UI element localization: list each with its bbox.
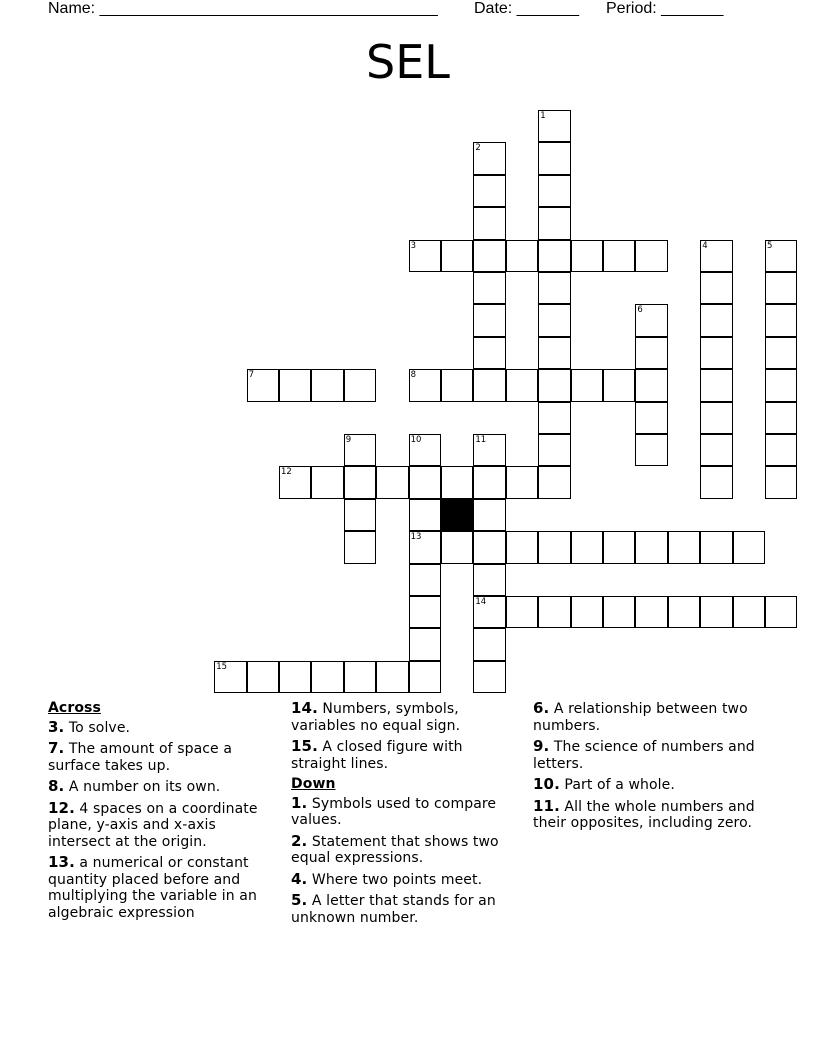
grid-cell[interactable] — [311, 466, 343, 498]
grid-cell[interactable] — [538, 207, 570, 239]
clue-number: 15 — [216, 661, 228, 672]
grid-cell[interactable] — [765, 402, 797, 434]
clues-column-2 — [291, 700, 521, 930]
grid-cell[interactable] — [409, 531, 441, 563]
clue-item — [48, 719, 280, 737]
clue-text: a numerical or constant quantity placed before and multiplying the variable in an algebraic expression — [48, 855, 257, 921]
grid-cell[interactable] — [473, 499, 505, 531]
grid-cell[interactable] — [765, 337, 797, 369]
clue-number-label: 1. — [291, 793, 308, 812]
clue-item — [533, 776, 773, 794]
grid-cell[interactable] — [765, 272, 797, 304]
grid-cell[interactable] — [247, 369, 279, 401]
grid-cell[interactable] — [538, 272, 570, 304]
clue-number: 13 — [410, 532, 422, 543]
grid-cell[interactable] — [473, 207, 505, 239]
clue-item — [291, 700, 521, 734]
clue-item — [48, 854, 280, 921]
grid-cell[interactable] — [409, 628, 441, 660]
clue-text: Statement that shows two equal expressions. — [291, 833, 499, 866]
grid-cell[interactable] — [635, 369, 667, 401]
grid-cell[interactable] — [635, 304, 667, 336]
grid-cell[interactable] — [700, 466, 732, 498]
grid-cell[interactable] — [668, 531, 700, 563]
across-heading: Across — [48, 700, 101, 716]
grid-cell[interactable] — [538, 142, 570, 174]
clue-number: 3 — [410, 240, 417, 251]
grid-cell[interactable] — [700, 434, 732, 466]
grid-cell[interactable] — [473, 531, 505, 563]
grid-cell[interactable] — [344, 466, 376, 498]
grid-cell[interactable] — [700, 531, 732, 563]
grid-cell[interactable] — [700, 337, 732, 369]
grid-cell[interactable] — [700, 402, 732, 434]
clue-text: Part of a whole. — [559, 777, 675, 793]
clue-number: 5 — [767, 240, 773, 251]
grid-cell[interactable] — [538, 369, 570, 401]
grid-cell[interactable] — [473, 564, 505, 596]
down-heading: Down — [291, 776, 336, 792]
black-square — [441, 499, 473, 531]
date-field[interactable]: Date: _______ — [474, 0, 579, 17]
clue-text: The amount of space a surface takes up. — [48, 741, 232, 774]
clue-number-label: 12. — [48, 798, 75, 817]
clue-item — [48, 778, 280, 796]
grid-cell[interactable] — [700, 272, 732, 304]
grid-cell[interactable] — [311, 661, 343, 693]
clue-number: 12 — [281, 467, 292, 478]
grid-cell[interactable] — [409, 499, 441, 531]
clue-item — [533, 798, 773, 832]
grid-cell[interactable] — [668, 596, 700, 628]
clue-number: 9 — [345, 435, 352, 445]
grid-cell[interactable] — [700, 369, 732, 401]
clue-number-label: 13. — [48, 853, 75, 871]
grid-cell[interactable] — [603, 596, 635, 628]
clue-number-label: 6. — [533, 699, 550, 717]
grid-cell[interactable] — [538, 337, 570, 369]
grid-cell[interactable] — [506, 531, 538, 563]
grid-cell[interactable] — [344, 661, 376, 693]
grid-cell[interactable] — [409, 434, 441, 466]
grid-cell[interactable] — [473, 434, 505, 466]
clue-number: 7 — [248, 370, 255, 381]
clue-item — [48, 740, 280, 774]
puzzle-title: SEL — [366, 35, 450, 89]
grid-cell[interactable] — [765, 304, 797, 336]
grid-cell[interactable] — [473, 240, 505, 272]
grid-cell[interactable] — [473, 466, 505, 498]
clue-item — [48, 800, 280, 851]
clue-item — [533, 738, 773, 772]
grid-cell[interactable] — [603, 531, 635, 563]
clue-number-label: 2. — [291, 831, 308, 850]
grid-cell[interactable] — [765, 240, 797, 272]
clue-text: Symbols used to compare values. — [291, 795, 497, 828]
clue-number: 11 — [475, 435, 487, 445]
grid-cell[interactable] — [635, 337, 667, 369]
grid-cell[interactable] — [538, 240, 570, 272]
grid-cell[interactable] — [376, 466, 408, 498]
clue-number: 1 — [540, 111, 546, 121]
grid-cell[interactable] — [473, 661, 505, 693]
grid-cell[interactable] — [635, 596, 667, 628]
grid-cell[interactable] — [409, 596, 441, 628]
grid-cell[interactable] — [506, 466, 538, 498]
grid-cell[interactable] — [473, 337, 505, 369]
grid-cell[interactable] — [538, 434, 570, 466]
grid-cell[interactable] — [214, 661, 246, 693]
clue-number-label: 8. — [48, 777, 65, 795]
grid-cell[interactable] — [279, 369, 311, 401]
clue-number-label: 14. — [291, 699, 318, 717]
grid-cell[interactable] — [700, 596, 732, 628]
grid-cell[interactable] — [376, 661, 408, 693]
grid-cell[interactable] — [603, 369, 635, 401]
grid-cell[interactable] — [733, 596, 765, 628]
clue-number-label: 15. — [291, 737, 318, 755]
grid-cell[interactable] — [409, 369, 441, 401]
grid-cell[interactable] — [765, 466, 797, 498]
grid-cell[interactable] — [635, 240, 667, 272]
clue-number-label: 10. — [533, 775, 560, 793]
grid-cell[interactable] — [765, 369, 797, 401]
clue-text: A letter that stands for an unknown number. — [291, 893, 496, 926]
grid-cell[interactable] — [409, 466, 441, 498]
clue-number: 2 — [475, 143, 481, 154]
grid-cell[interactable] — [538, 466, 570, 498]
grid-cell[interactable] — [409, 240, 441, 272]
grid-cell[interactable] — [441, 240, 473, 272]
grid-cell[interactable] — [473, 142, 505, 174]
grid-cell[interactable] — [538, 402, 570, 434]
grid-cell[interactable] — [279, 466, 311, 498]
grid-cell[interactable] — [635, 402, 667, 434]
grid-cell[interactable] — [700, 304, 732, 336]
grid-cell[interactable] — [441, 466, 473, 498]
clue-item — [291, 795, 521, 829]
grid-cell[interactable] — [538, 596, 570, 628]
clue-text: A number on its own. — [64, 779, 221, 795]
grid-cell[interactable] — [603, 240, 635, 272]
grid-cell[interactable] — [473, 369, 505, 401]
grid-cell[interactable] — [635, 434, 667, 466]
clue-number: 10 — [410, 435, 422, 445]
clue-text: 4 spaces on a coordinate plane, y-axis and x-axis intersect at the origin. — [48, 800, 258, 850]
grid-cell[interactable] — [635, 531, 667, 563]
grid-cell[interactable] — [311, 369, 343, 401]
grid-cell[interactable] — [344, 434, 376, 466]
grid-cell[interactable] — [473, 304, 505, 336]
clue-item — [291, 871, 521, 889]
clue-text: All the whole numbers and their opposites, including zero. — [533, 798, 755, 831]
clue-number-label: 3. — [48, 717, 65, 736]
grid-cell[interactable] — [279, 661, 311, 693]
grid-cell[interactable] — [538, 110, 570, 142]
grid-cell[interactable] — [733, 531, 765, 563]
clue-text: To solve. — [64, 719, 131, 736]
grid-cell[interactable] — [441, 369, 473, 401]
grid-cell[interactable] — [441, 531, 473, 563]
clue-item — [291, 892, 521, 926]
grid-cell[interactable] — [765, 596, 797, 628]
clue-number: 8 — [410, 370, 417, 381]
clue-number-label: 11. — [533, 796, 560, 815]
grid-cell[interactable] — [538, 175, 570, 207]
grid-cell[interactable] — [538, 531, 570, 563]
grid-cell[interactable] — [700, 240, 732, 272]
grid-cell[interactable] — [247, 661, 279, 693]
clue-number: 4 — [702, 240, 708, 251]
grid-cell[interactable] — [506, 596, 538, 628]
grid-cell[interactable] — [538, 304, 570, 336]
grid-cell[interactable] — [473, 272, 505, 304]
clue-text: A closed figure with straight lines. — [291, 739, 463, 772]
clue-number-label: 5. — [291, 891, 308, 909]
clue-number-label: 9. — [533, 737, 550, 755]
clues-column-1 — [48, 700, 280, 925]
clue-item — [533, 700, 773, 734]
clue-item — [291, 833, 521, 867]
grid-cell[interactable] — [506, 240, 538, 272]
grid-cell[interactable] — [344, 499, 376, 531]
grid-cell[interactable] — [409, 661, 441, 693]
clue-item — [291, 738, 521, 772]
clues-column-3 — [533, 700, 773, 836]
grid-cell[interactable] — [571, 596, 603, 628]
clue-number-label: 7. — [48, 739, 65, 757]
clue-text: Where two points meet. — [307, 871, 483, 888]
grid-cell[interactable] — [344, 531, 376, 563]
grid-cell[interactable] — [344, 369, 376, 401]
clue-number: 14 — [475, 597, 487, 607]
grid-cell[interactable] — [409, 564, 441, 596]
clue-number-label: 4. — [291, 869, 308, 888]
grid-cell[interactable] — [473, 175, 505, 207]
clue-text: Numbers, symbols, variables no equal sign. — [291, 701, 461, 734]
grid-cell[interactable] — [506, 369, 538, 401]
grid-cell[interactable] — [765, 434, 797, 466]
grid-cell[interactable] — [571, 369, 603, 401]
grid-cell[interactable] — [571, 531, 603, 563]
grid-cell[interactable] — [473, 628, 505, 660]
period-field[interactable]: Period: _______ — [606, 0, 724, 17]
clue-text: A relationship between two numbers. — [533, 701, 748, 734]
clue-text: The science of numbers and letters. — [533, 739, 755, 772]
grid-cell[interactable] — [571, 240, 603, 272]
grid-cell[interactable] — [473, 596, 505, 628]
name-field[interactable]: Name: ______________________________________ — [48, 0, 438, 17]
clue-number: 6 — [637, 305, 643, 316]
